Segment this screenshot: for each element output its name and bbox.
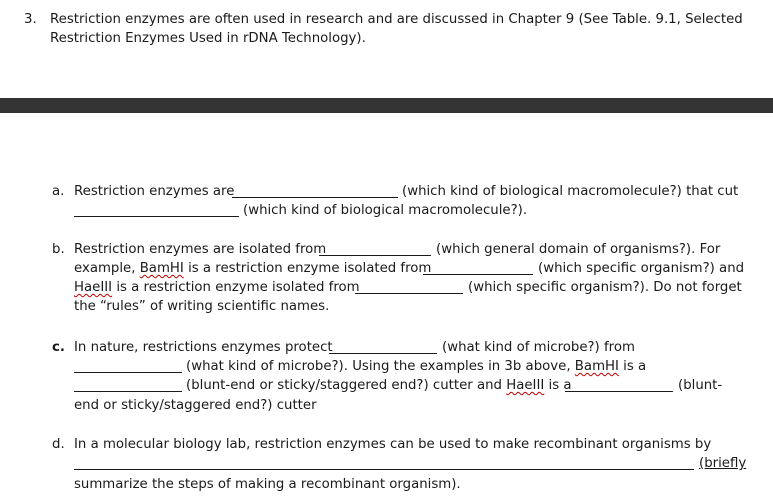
part-b-blank-1[interactable] xyxy=(319,255,431,256)
part-a-hint-line1: (which kind of biological macromolecule?) that cut xyxy=(402,184,739,199)
part-d-hint-line2: (briefly xyxy=(699,456,747,471)
part-c-hint-line3-post: is a xyxy=(544,378,572,393)
question-text-line1: Restriction enzymes are often used in research and are discussed in Chapter 9 (See Table. 9.1, Selected xyxy=(50,12,743,27)
part-a-text-line1: Restriction enzymes are xyxy=(74,184,235,199)
part-c-hint-line3-end: (blunt- xyxy=(678,378,723,393)
part-d-text-line1: In a molecular biology lab, restriction enzymes can be used to make recombinant organisms by xyxy=(74,437,712,452)
enzyme-name-bamhi: BamHI xyxy=(139,261,184,276)
part-d-text-line3: summarize the steps of making a recombinant organism). xyxy=(74,477,461,492)
part-b-text-line2-post: is a restriction enzyme isolated from xyxy=(183,261,432,276)
part-b-text-line2 xyxy=(74,260,431,278)
part-b-blank-3[interactable] xyxy=(355,293,463,294)
part-a-blank-1[interactable] xyxy=(232,197,398,198)
part-c-text-line4: end or sticky/staggered end?) cutter xyxy=(74,398,317,413)
part-b-hint-line2: (which specific organism?) and xyxy=(538,261,745,276)
enzyme-name-haeiii-c: HaeIII xyxy=(506,378,545,393)
part-a-blank-2[interactable] xyxy=(74,216,239,217)
part-c-hint-line3 xyxy=(186,377,572,395)
enzyme-name-haeiii: HaeIII xyxy=(74,280,113,295)
part-a-hint-line2: (which kind of biological macromolecule?). xyxy=(243,203,528,218)
part-b-hint-line1: (which general domain of organisms?). For xyxy=(436,242,721,257)
part-c-text-line1: In nature, restrictions enzymes protect xyxy=(74,340,333,355)
part-c-blank-1[interactable] xyxy=(329,353,437,354)
part-c-hint-line2-pre: (what kind of microbe?). Using the examples in 3b above, xyxy=(186,359,575,374)
section-divider-bar xyxy=(0,98,773,113)
part-b-hint-line3: (which specific organism?). Do not forget xyxy=(468,280,742,295)
part-b-text-line3 xyxy=(74,279,360,297)
part-d-label: d. xyxy=(52,437,65,452)
part-c-hint-line3-pre: (blunt-end or sticky/staggered end?) cutter and xyxy=(186,378,507,393)
part-b-text-line2-pre: example, xyxy=(74,261,140,276)
question-number: 3. xyxy=(24,12,37,27)
part-b-text-line4: the “rules” of writing scientific names. xyxy=(74,299,330,314)
part-b-blank-2[interactable] xyxy=(423,274,533,275)
enzyme-name-bamhi-c: BamHI xyxy=(574,359,619,374)
part-c-label: c. xyxy=(52,340,65,355)
part-c-blank-2[interactable] xyxy=(74,372,182,373)
part-a-label: a. xyxy=(52,184,65,199)
part-c-hint-line2 xyxy=(186,358,646,376)
question-text-line2: Restriction Enzymes Used in rDNA Technology). xyxy=(50,31,366,46)
part-c-hint-line1: (what kind of microbe?) from xyxy=(442,340,635,355)
part-c-hint-line2-post: is a xyxy=(618,359,647,374)
part-b-text-line3-body: is a restriction enzyme isolated from xyxy=(112,280,360,295)
part-c-blank-4[interactable] xyxy=(565,391,673,392)
part-b-label: b. xyxy=(52,242,65,257)
part-b-text-line1: Restriction enzymes are isolated from xyxy=(74,242,327,257)
part-d-blank-1[interactable] xyxy=(74,469,694,470)
part-c-blank-3[interactable] xyxy=(74,391,182,392)
